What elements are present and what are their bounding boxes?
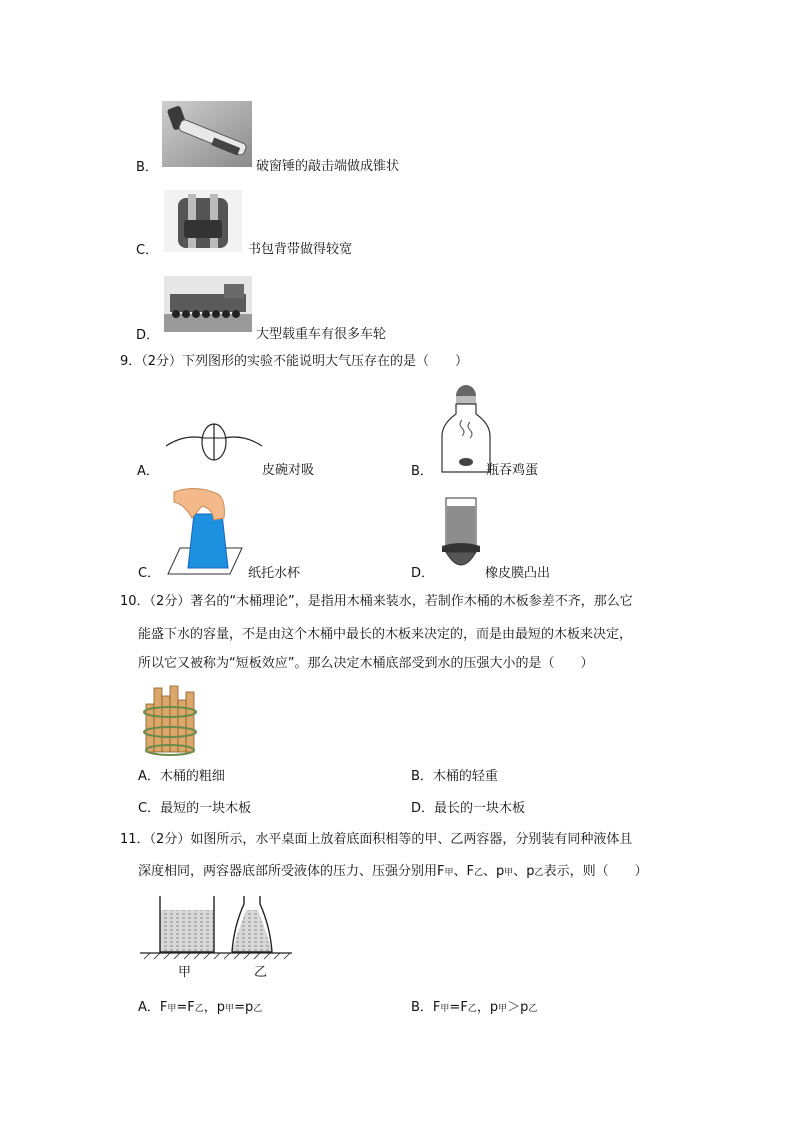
q9-stem: 9．（2分）下列图形的实验不能说明大气压存在的是（ ） <box>120 354 469 369</box>
q10-option-c: C．最短的一块木板 <box>138 801 252 816</box>
q8-option-d-text: 大型载重车有很多车轮 <box>256 327 387 342</box>
paper-cup-figure <box>166 484 244 576</box>
q9-option-a-letter: A． <box>137 464 159 479</box>
q11-option-a: A．F甲=F乙，p甲=p乙 <box>138 1000 263 1015</box>
q11-stem-line2: 深度相同，两容器底部所受液体的压力、压强分别用F甲、F乙、p甲、p乙表示，则（ ） <box>138 864 648 879</box>
q8-option-b-letter: B． <box>136 160 158 175</box>
q10-option-b: B．木桶的轻重 <box>411 769 498 784</box>
q11-stem-line1: 11．（2分）如图所示，水平桌面上放着底面积相等的甲、乙两容器，分别装有同种液体且 <box>120 832 633 847</box>
backpack-photo <box>164 190 242 252</box>
q8-option-b-text: 破窗锤的敲击端做成锥状 <box>256 159 400 174</box>
containers-figure <box>140 892 292 960</box>
q10-stem-line1: 10．（2分）著名的“木桶理论”，是指用木桶来装水，若制作木桶的木板参差不齐，那么它 <box>120 594 633 609</box>
q9-option-d-text: 橡皮膜凸出 <box>485 566 551 581</box>
q9-option-b-letter: B． <box>411 464 433 479</box>
rubber-membrane-figure <box>436 496 486 578</box>
q10-option-a: A．木桶的粗细 <box>138 769 225 784</box>
q9-option-c-text: 纸托水杯 <box>248 566 301 581</box>
label-yi: 乙 <box>254 965 268 980</box>
q9-option-a-text: 皮碗对吸 <box>262 463 315 478</box>
hammer-photo <box>162 101 252 167</box>
q9-option-b-text: 瓶吞鸡蛋 <box>486 463 539 478</box>
wooden-bucket-figure <box>140 684 200 756</box>
label-jia: 甲 <box>178 965 192 980</box>
q8-option-c-letter: C． <box>136 243 159 258</box>
q10-stem-line3: 所以它又被称为“短板效应”。那么决定木桶底部受到水的压强大小的是（ ） <box>138 656 594 671</box>
q8-option-d-letter: D． <box>136 328 160 343</box>
truck-photo <box>164 276 252 332</box>
q10-option-d: D．最长的一块木板 <box>411 801 526 816</box>
q11-option-b: B．F甲=F乙，p甲＞p乙 <box>411 1000 538 1015</box>
q9-option-c-letter: C． <box>138 566 161 581</box>
q8-option-c-text: 书包背带做得较宽 <box>248 242 353 257</box>
suction-cups-figure <box>164 422 264 462</box>
q9-option-d-letter: D． <box>411 566 435 581</box>
q10-stem-line2: 能盛下水的容量，不是由这个木桶中最长的木板来决定的，而是由最短的木板来决定， <box>138 627 633 642</box>
